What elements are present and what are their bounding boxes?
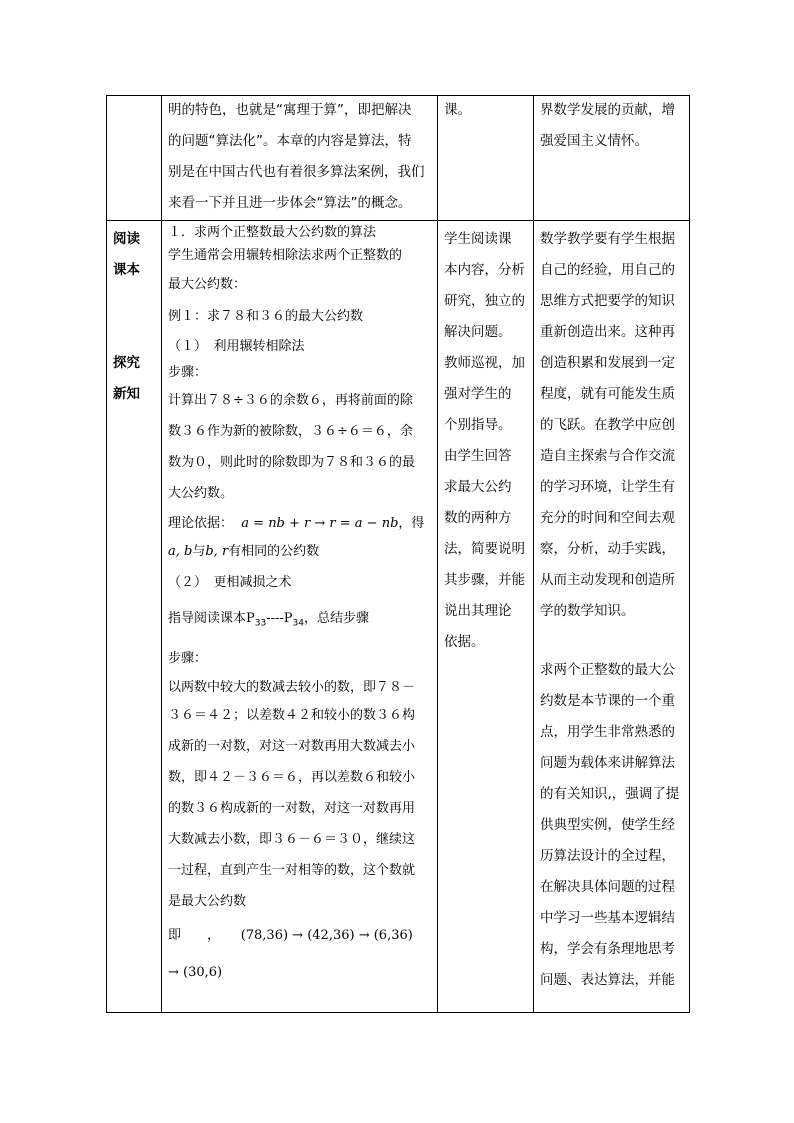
text-line: 历算法设计的全过程， bbox=[540, 848, 675, 864]
text-line: 的数３６构成新的一对数，对这一对数再用 bbox=[168, 800, 416, 816]
text-line: 问题为载体来讲解算法 bbox=[540, 755, 675, 771]
text-line: ３６＝４２；以差数４２和较小的数３６构 bbox=[168, 707, 416, 723]
text-line: 个别指导。 bbox=[444, 417, 512, 433]
sequence-formula: → (30,6) bbox=[168, 964, 223, 980]
theory-formula: a = nb + r → r = a − nb bbox=[241, 516, 399, 531]
math-fragment: a, b bbox=[168, 544, 193, 559]
text-line: 在解决具体问题的过程 bbox=[540, 879, 675, 895]
text-line: 由学生回答 bbox=[444, 448, 512, 464]
section-label-explore bbox=[113, 348, 159, 410]
theory-line bbox=[168, 509, 436, 539]
text-line: 强爱国主义情怀。 bbox=[540, 133, 648, 149]
text-line: 数为０，则此时的除数即为７８和３６的最 bbox=[168, 455, 416, 470]
text-line: 大公约数。 bbox=[168, 486, 234, 501]
text-line: 中学习一些基本逻辑结 bbox=[540, 910, 675, 926]
steps-label: 步骤： bbox=[168, 650, 208, 666]
text-line: 求两个正整数的最大公 bbox=[540, 662, 675, 678]
text-line: 的有关知识,，强调了提 bbox=[540, 786, 680, 802]
label-line: 阅读 bbox=[113, 231, 140, 247]
text-line: 学生通常会用辗转相除法求两个正整数的 bbox=[168, 248, 403, 263]
row2-student-cell bbox=[444, 224, 534, 658]
row2-content-cell bbox=[168, 221, 436, 991]
text-fragment: 即 ， bbox=[168, 927, 221, 943]
text-line: 课。 bbox=[444, 102, 471, 118]
text-line: 数的两种方 bbox=[444, 510, 512, 526]
theory-conclusion-line bbox=[168, 539, 436, 565]
text-line: 以两数中较大的数减去较小的数，即７８－ bbox=[168, 679, 416, 695]
text-line: 点，用学生非常熟悉的 bbox=[540, 724, 675, 740]
text-line: 大数减去小数，即３６－６＝３０，继续这 bbox=[168, 831, 416, 847]
spacer bbox=[540, 627, 688, 655]
section-label-read bbox=[113, 224, 159, 286]
math-fragment: b, r bbox=[205, 544, 229, 559]
text-line: 依据。 bbox=[444, 634, 485, 650]
text-line: 数学教学要有学生根据 bbox=[540, 231, 675, 247]
text-line: 强对学生的 bbox=[444, 386, 512, 402]
text-line: 的问题“算法化”。本章的内容是算法，特 bbox=[168, 133, 412, 149]
page-number: 34 bbox=[292, 618, 304, 629]
text-line: 法，简要说明 bbox=[444, 541, 525, 557]
text-line: 是最大公约数 bbox=[168, 893, 247, 909]
page-ref: P bbox=[246, 611, 255, 626]
lesson-plan-table bbox=[106, 95, 690, 1013]
text-fragment: 指导阅读课本 bbox=[168, 611, 247, 626]
text-line: 造自主探索与合作交流 bbox=[540, 448, 675, 464]
text-line: 问题、表达算法，并能 bbox=[540, 972, 675, 988]
text-line: 重新创造出来。这种再 bbox=[540, 324, 675, 340]
sequence-continuation bbox=[168, 955, 436, 991]
text-line: 构，学会有条理地思考 bbox=[540, 941, 675, 957]
text-line: 教师巡视，加 bbox=[444, 355, 525, 371]
row1-content-cell bbox=[168, 95, 436, 219]
text-line: 本内容，分析 bbox=[444, 262, 525, 278]
text-line: 数，即４２－３６＝６，再以差数６和较小 bbox=[168, 769, 416, 785]
text-line: 的学习环境，让学生有 bbox=[540, 479, 675, 495]
text-line: 求最大公约 bbox=[444, 479, 512, 495]
text-line: 供典型实例，使学生经 bbox=[540, 817, 675, 833]
row1-student-cell bbox=[444, 95, 532, 126]
column-divider-1 bbox=[161, 95, 162, 1013]
text-line: 研究，独立的 bbox=[444, 293, 525, 309]
text-line: 充分的时间和空间去观 bbox=[540, 510, 675, 526]
text-line: 来看一下并且进一步体会“算法”的概念。 bbox=[168, 195, 412, 211]
text-line: 说出其理论 bbox=[444, 603, 512, 619]
text-line: 思维方式把要学的知识 bbox=[540, 293, 675, 309]
text-line: 解决问题。 bbox=[444, 324, 512, 340]
row1-design-cell bbox=[540, 95, 688, 157]
steps-label: 步骤： bbox=[168, 365, 208, 380]
text-line: 成新的一对数，对这一对数再用大数减去小 bbox=[168, 738, 416, 754]
method-heading-subtraction: （２） 更相减损之术 bbox=[168, 575, 292, 590]
label-line: 探究 bbox=[113, 355, 140, 371]
text-line: 察，分析，动手实践， bbox=[540, 541, 675, 557]
text-line: 其步骤，并能 bbox=[444, 572, 525, 588]
text-line: 数３６作为新的被除数，３６÷６＝６，余 bbox=[168, 424, 413, 439]
text-line: 学生阅读课 bbox=[444, 231, 512, 247]
text-line: 约数是本节课的一个重 bbox=[540, 693, 675, 709]
example-heading: 例１：求７８和３６的最大公约数 bbox=[168, 309, 364, 324]
text-fragment: 有相同的公约数 bbox=[228, 544, 320, 559]
text-fragment: 与 bbox=[192, 544, 206, 559]
text-line: 别是在中国古代也有着很多算法案例，我们 bbox=[168, 164, 425, 180]
table-border-right bbox=[689, 95, 690, 1013]
text-line: 创造积累和发展到一定 bbox=[540, 355, 675, 371]
text-fragment: ，总结步骤 bbox=[304, 611, 370, 626]
text-line: 最大公约数： bbox=[168, 277, 247, 292]
page-number: 33 bbox=[254, 618, 267, 629]
text-line: 计算出７８÷３６的余数６，再将前面的除 bbox=[168, 393, 413, 408]
text-line: 自己的经验，用自己的 bbox=[540, 262, 675, 278]
sequence-formula: (78,36) → (42,36) → (6,36) bbox=[240, 927, 413, 943]
reading-guide-line bbox=[168, 601, 436, 642]
label-line: 课本 bbox=[113, 262, 140, 278]
text-line: 学的数学知识。 bbox=[540, 603, 635, 619]
text-line: 一过程，直到产生一对相等的数，这个数就 bbox=[168, 862, 416, 878]
table-border-left bbox=[106, 95, 107, 1013]
text-line: 程度，就有可能发生质 bbox=[540, 386, 675, 402]
table-border-bottom bbox=[106, 1012, 690, 1013]
page-ref: ----P bbox=[266, 611, 293, 626]
method-heading-euclid: （１） 利用辗转相除法 bbox=[168, 339, 305, 354]
row2-design-cell bbox=[540, 224, 688, 996]
column-divider-2 bbox=[437, 95, 438, 1013]
heading-gcd-algorithm: １．求两个正整数最大公约数的算法 bbox=[168, 225, 377, 240]
theory-label: 理论依据： bbox=[168, 516, 234, 531]
text-line: 的飞跃。在教学中应创 bbox=[540, 417, 675, 433]
sequence-line bbox=[168, 917, 436, 955]
text-line: 界数学发展的贡献，增 bbox=[540, 102, 675, 118]
text-line: 明的特色，也就是“寓理于算”，即把解决 bbox=[168, 102, 412, 118]
text-line: 从而主动发现和创造所 bbox=[540, 572, 675, 588]
text-fragment: ，得 bbox=[398, 516, 425, 531]
label-line: 新知 bbox=[113, 386, 140, 402]
